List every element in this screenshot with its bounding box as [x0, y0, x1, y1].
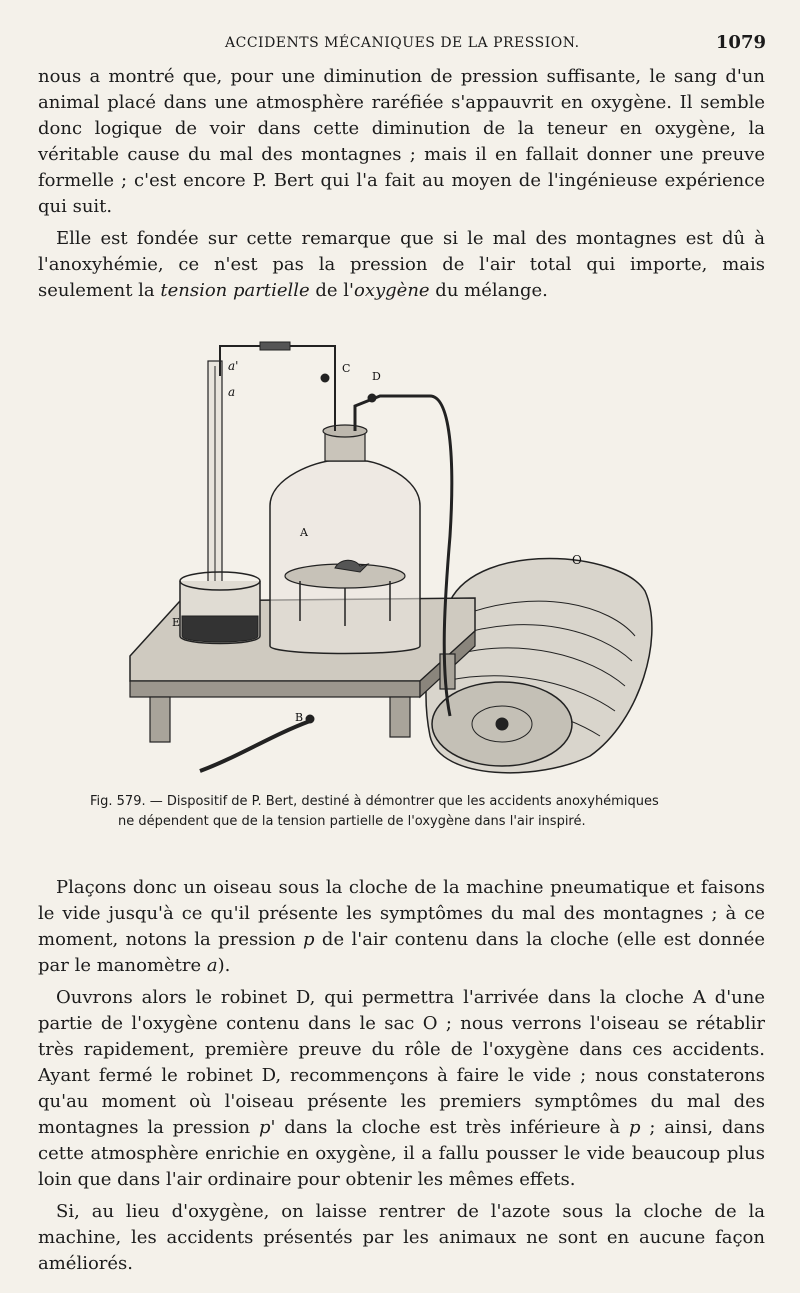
paragraph-2-mid: de l': [309, 280, 354, 301]
paragraph-4-part-1: Ouvrons alors le robinet D, qui permettra l'arrivée dans la cloche A d'une partie de l'oxygène contenu dans le sac O ; nous verrons l'oiseau se rétablir très rapidement, première preuve du rôle de l'oxygène dans ces accidents. Ayant fermé le robinet D, recommençons à faire le vide ; nous constaterons qu'au moment où l'oiseau présente les premiers symptômes du mal des montagnes la pression: [38, 987, 765, 1138]
running-head: [0, 30, 800, 56]
label-b: B: [295, 711, 304, 724]
paragraph-4-part-2: dans la cloche est très inférieure à: [275, 1117, 629, 1138]
paragraph-3-part-3: ).: [217, 955, 231, 976]
label-a-prime: a': [228, 359, 239, 373]
paragraph-2-start: Elle est fondée sur cette remarque que si le mal des montagnes est dû à l'anoxyhémie, ce n'est pas la pression de l'air total qui importe, mais seulement la: [38, 228, 765, 301]
variable-p: p: [303, 929, 315, 950]
caption-line-1: Fig. 579. — Dispositif de P. Bert, destiné à démontrer que les accidents anoxyhémiques: [90, 794, 659, 809]
paragraph-2: [38, 226, 765, 304]
label-d: D: [372, 370, 381, 383]
variable-p-2: p: [628, 1117, 641, 1138]
figure-apparatus-illustration: [120, 336, 680, 786]
mercury-vessel: [180, 572, 260, 644]
paragraph-3-part-1: Plaçons donc un oiseau sous la cloche de la machine pneumatique et faisons le vide jusqu'à ce qu'il présente les symptômes du mal des montagnes ; à ce moment, notons la pression: [38, 877, 765, 950]
paragraph-3: [38, 875, 765, 979]
paragraph-1: nous a montré que, pour une diminution de pression suffisante, le sang d'un animal placé dans une atmosphère raréfiée s'appauvrit en oxygène. Il semble donc logique de voir dans cette diminution de la teneur en oxygène, la véritable cause du mal des montagnes ; mais il en fallait donner une preuve formelle ; c'est encore P. Bert qui l'a fait au moyen de l'ingénieuse expérience qui suit.: [38, 66, 765, 217]
text-block-top: [38, 64, 765, 310]
variable-a: a: [206, 955, 218, 976]
bell-jar: [270, 425, 420, 654]
oxygen-sack: [426, 559, 652, 773]
page-number: 1079: [715, 32, 766, 53]
label-o: O: [572, 553, 582, 567]
label-bell-a: A: [300, 526, 308, 539]
label-c: C: [342, 362, 351, 375]
paragraph-4-part-3: ; ainsi, dans cette atmosphère enrichie en oxygène, il a fallu pousser le vide beaucoup plus loin que dans l'air ordinaire pour obtenir les mêmes effets.: [38, 1117, 766, 1190]
figure-caption: [90, 792, 750, 832]
emphasis-oxygene: oxygène: [354, 280, 430, 301]
label-a: a: [228, 385, 236, 399]
variable-p-prime: p': [258, 1117, 276, 1138]
emphasis-tension-partielle: tension partielle: [160, 280, 310, 301]
paragraph-2-end: du mélange.: [429, 280, 548, 301]
running-title: ACCIDENTS MÉCANIQUES DE LA PRESSION.: [225, 35, 580, 51]
paragraph-5: Si, au lieu d'oxygène, on laisse rentrer de l'azote sous la cloche de la machine, les accidents présentés par les animaux ne sont en aucune façon améliorés.: [38, 1201, 765, 1274]
label-e: E: [172, 616, 181, 629]
paragraph-3-part-2: de l'air contenu dans la cloche (elle est donnée par le manomètre: [38, 929, 765, 976]
text-block-bottom: [38, 875, 765, 1283]
paragraph-4: [38, 985, 765, 1193]
caption-line-2: ne dépendent que de la tension partielle de l'oxygène dans l'air inspiré.: [118, 814, 586, 829]
